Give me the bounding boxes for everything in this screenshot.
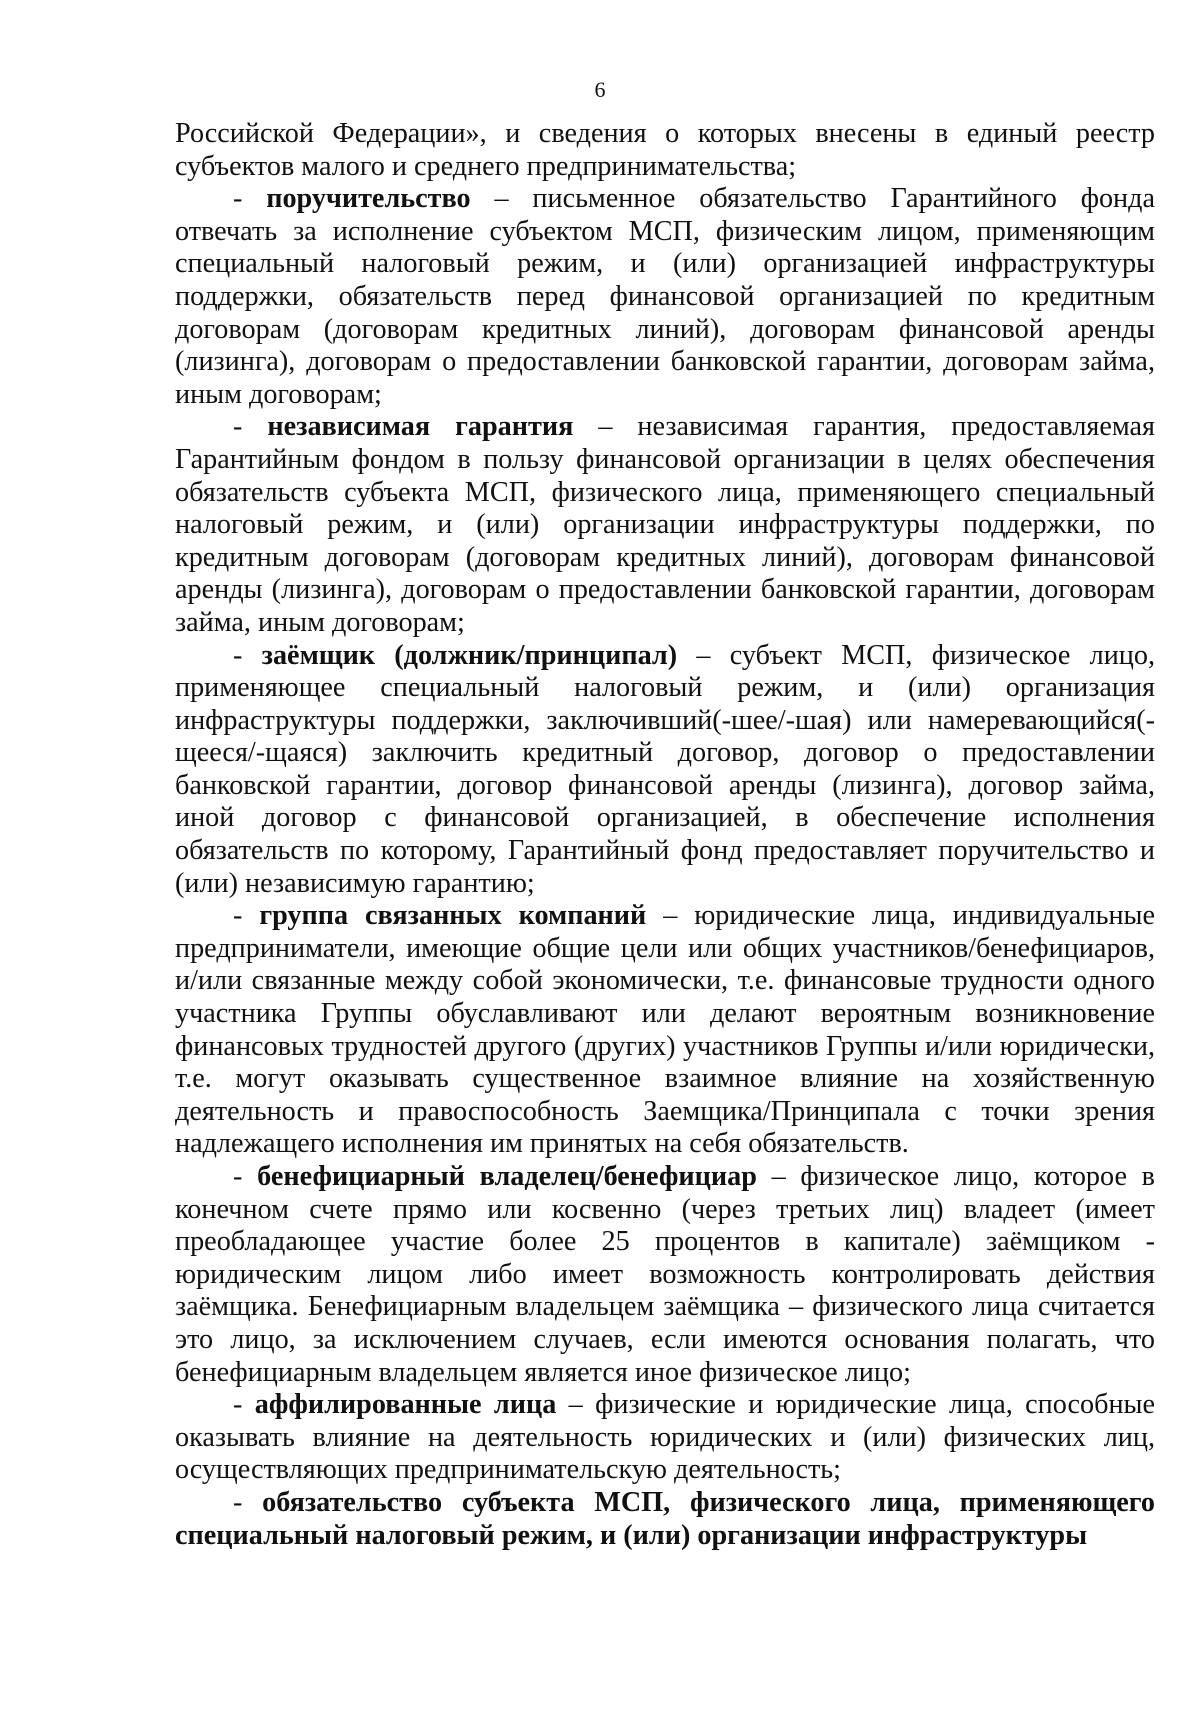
definition-independent-guarantee xyxy=(175,411,1155,639)
definition-text: – независимая гарантия, предоставляемая Гарантийным фондом в пользу финансовой организации в целях обеспечения обязательств субъекта МСП, физического лица, применяющего специальный налоговый режим, и (или) организации инфраструктуры поддержки, по кредитным договорам (договорам кредитных линий), договорам финансовой аренды (лизинга), договорам о предоставлении банковской гарантии, договорам займа, иным договорам; xyxy=(175,411,1155,638)
definition-term: поручительство xyxy=(266,183,471,215)
definition-prefix: - xyxy=(233,183,267,215)
definition-prefix: - xyxy=(233,1161,258,1192)
definition-prefix: - xyxy=(233,1389,255,1421)
page-number: 6 xyxy=(594,77,606,102)
definition-text: – юридические лица, индивидуальные предприниматели, имеющие общие цели или общих участников/бенефициаров, и/или связанные между собой экономически, т.е. финансовые трудности одного участника Группы обуславливают или делают вероятным возникновение финансовых трудностей другого (других) участников Группы и/или юридически, т.е. могут оказывать существенное взаимное влияние на хозяйственную деятельность и правоспособность Заемщика/Принципала с точки зрения надлежащего исполнения им принятых на себя обязательств. xyxy=(175,900,1155,1160)
definition-term: аффилированные лица xyxy=(254,1389,557,1421)
definition-term: заёмщик (должник/принципал) xyxy=(261,639,678,671)
definition-prefix: - xyxy=(233,639,262,671)
definition-term: бенефициарный владелец/бенефициар xyxy=(257,1161,757,1192)
definition-prefix: - xyxy=(233,1486,263,1518)
definition-obligation xyxy=(175,1487,1155,1552)
definition-text: – физическое лицо, которое в конечном счете прямо или косвенно (через третьих лиц) владеет (имеет преобладающее участие более 25 процентов в капитале) заёмщиком - юридическим лицом либо имеет возможность контролировать действия заёмщика. Бенефициарным владельцем заёмщика – физического лица считается это лицо, за исключением случаев, если имеются основания полагать, что бенефициарным владельцем является иное физическое лицо; xyxy=(175,1161,1155,1388)
definition-text: – субъект МСП, физическое лицо, применяющее специальный налоговый режим, и (или) организация инфраструктуры поддержки, заключивший(-шее/-шая) или намеревающийся(-щееся/-щаяся) заключить кредитный договор, договор о предоставлении банковской гарантии, договор финансовой аренды (лизинга), договор займа, иной договор с финансовой организацией, в обеспечение исполнения обязательств по которому, Гарантийный фонд предоставляет поручительство и (или) независимую гарантию; xyxy=(175,639,1156,899)
definition-borrower xyxy=(175,640,1155,901)
paragraph-text: Российской Федерации», и сведения о которых внесены в единый реестр субъектов малого и среднего предпринимательства; xyxy=(175,118,1155,182)
definition-term: независимая гарантия xyxy=(267,411,574,443)
definition-text: – физические и юридические лица, способные оказывать влияние на деятельность юридических и (или) физических лиц, осуществляющих предпринимательскую деятельность; xyxy=(175,1389,1155,1486)
definition-prefix: - xyxy=(233,900,260,932)
definition-term: обязательство субъекта МСП, физического лица, применяющего специальный налоговый режим, и (или) организации инфраструктуры xyxy=(175,1486,1155,1551)
definition-suretyship xyxy=(175,183,1155,411)
definition-prefix: - xyxy=(233,411,268,443)
document-body xyxy=(175,118,1155,1552)
definition-text: – письменное обязательство Гарантийного фонда отвечать за исполнение субъектом МСП, физическим лицом, применяющим специальный налоговый режим, и (или) организацией инфраструктуры поддержки, обязательств перед финансовой организацией по кредитным договорам (договорам кредитных линий), договорам финансовой аренды (лизинга), договорам о предоставлении банковской гарантии, договорам займа, иным договорам; xyxy=(175,183,1155,410)
definition-term: группа связанных компаний xyxy=(259,900,647,932)
definition-affiliated-persons xyxy=(175,1389,1155,1487)
paragraph-continuation xyxy=(175,118,1155,183)
definition-related-companies xyxy=(175,900,1155,1161)
definition-beneficial-owner xyxy=(175,1161,1155,1389)
